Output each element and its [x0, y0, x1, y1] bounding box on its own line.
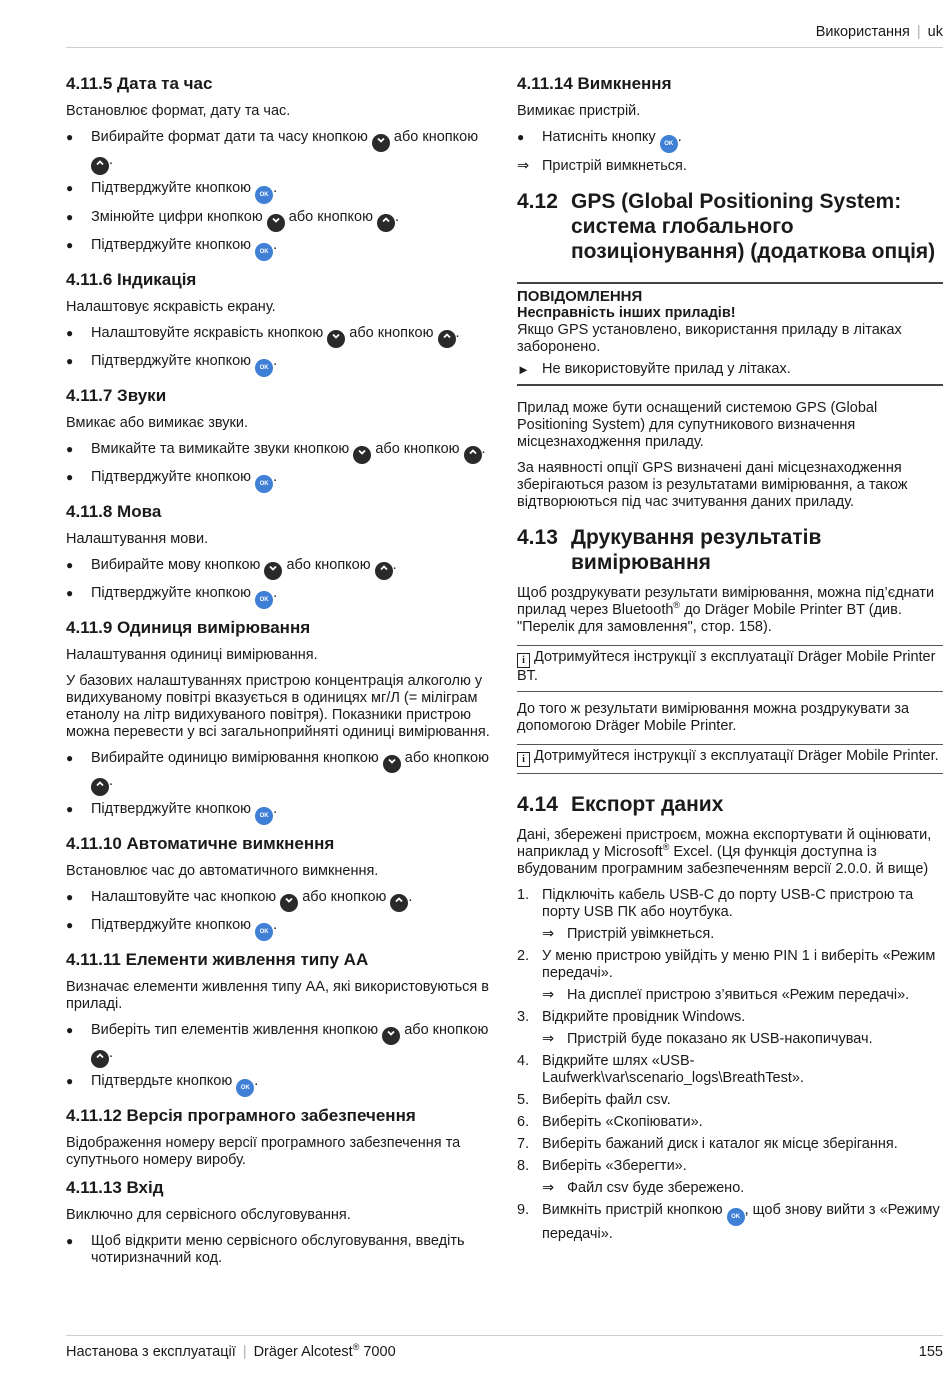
- result-line: ⇒ Пристрій увімкнеться.: [542, 926, 715, 942]
- ok-button-icon: OK: [255, 243, 273, 261]
- section-intro: Налаштування мови.: [66, 531, 209, 547]
- ok-button-icon: OK: [255, 807, 273, 825]
- bullet-list: [66, 441, 494, 493]
- action-arrow-icon: ►: [517, 362, 530, 377]
- section-intro: Визначає елементи живлення типу АА, які використовуються в приладі.: [66, 979, 489, 1012]
- list-item: ● Вибирайте одиницю вимірювання кнопкою або кнопкою .: [66, 750, 494, 796]
- list-item: 6. Виберіть «Скопіювати».: [517, 1114, 703, 1130]
- result-arrow-icon: ⇒: [542, 987, 555, 1003]
- list-item: 8. Виберіть «Зберегти». ⇒ Файл csv буде збережено.: [517, 1158, 943, 1197]
- list-item: ● Вибирайте формат дати та часу кнопкою або кнопкою .: [66, 129, 494, 175]
- list-item: ● Підтверджуйте кнопкою OK .: [66, 237, 494, 261]
- notice-action: ► Не використовуйте прилад у літаках.: [517, 361, 791, 377]
- up-button-icon: [91, 157, 109, 175]
- section-title: 4.11.10 Автоматичне вимкнення: [66, 834, 335, 853]
- list-item: 7. Виберіть бажаний диск і каталог як місце зберігання.: [517, 1136, 898, 1152]
- notice-text: Якщо GPS установлено, використання приладу в літаках заборонено.: [517, 322, 902, 355]
- list-item: ● Налаштовуйте час кнопкою або кнопкою .: [66, 889, 494, 912]
- ok-button-icon: OK: [255, 591, 273, 609]
- bullet-list: [66, 1022, 494, 1097]
- section-intro: Вимикає пристрій.: [517, 103, 641, 119]
- down-button-icon: [264, 562, 282, 580]
- section-title: 4.11.12 Версія програмного забезпечення: [66, 1106, 416, 1125]
- section-title: 4.11.7 Звуки: [66, 386, 167, 405]
- down-button-icon: [382, 1027, 400, 1045]
- bullet-list: [66, 889, 494, 941]
- page-header: Використання | uk: [66, 24, 943, 48]
- list-item: 4. Відкрийте шлях «USB-Laufwerk\var\scenario_logs\BreathTest».: [517, 1053, 804, 1086]
- chapter-title: 4.13 Друкування результатів вимірювання: [517, 526, 822, 574]
- section-intro: Виключно для сервісного обслуговування.: [66, 1207, 351, 1223]
- bullet-list: [66, 129, 494, 261]
- page-footer: Настанова з експлуатації | Dräger Alcotest® 7000 155: [66, 1335, 943, 1361]
- down-button-icon: [267, 214, 285, 232]
- notice-subtitle: Несправність інших приладів!: [517, 305, 736, 321]
- section-intro: Встановлює формат, дату та час.: [66, 103, 291, 119]
- list-item: ● Натисніть кнопку OK .: [517, 129, 943, 153]
- result-line: ⇒ Пристрій вимкнеться.: [517, 158, 687, 174]
- ok-button-icon: OK: [255, 186, 273, 204]
- footer-doc: Настанова з експлуатації: [66, 1344, 236, 1360]
- chapter-title: 4.14 Експорт даних: [517, 793, 724, 816]
- up-button-icon: [91, 1050, 109, 1068]
- list-item: ● Вмикайте та вимикайте звуки кнопкою або кнопкою .: [66, 441, 494, 464]
- ok-button-icon: OK: [236, 1079, 254, 1097]
- list-item: ● Щоб відкрити меню сервісного обслуговування, введіть чотиризначний код.: [66, 1233, 494, 1267]
- result-arrow-icon: ⇒: [542, 1031, 555, 1047]
- result-arrow-icon: ⇒: [542, 1180, 555, 1196]
- paragraph: За наявності опції GPS визначені дані місцезнаходження зберігаються разом із результатами вимірювання, а також відтворюються під час зчитування даних приладу.: [517, 460, 908, 510]
- left-column: [66, 74, 494, 1276]
- bullet-list: [66, 325, 494, 377]
- result-arrow-icon: ⇒: [542, 926, 555, 942]
- down-button-icon: [372, 134, 390, 152]
- up-button-icon: [464, 446, 482, 464]
- section-title: 4.11.8 Мова: [66, 502, 162, 521]
- list-item: 1. Підключіть кабель USB-C до порту USB-C пристрою та порту USB ПК або ноутбука. ⇒ Пристрій увімкнеться.: [517, 887, 943, 943]
- down-button-icon: [353, 446, 371, 464]
- notice-box: [517, 282, 943, 386]
- list-item: ● Вибирайте мову кнопкою або кнопкою .: [66, 557, 494, 580]
- list-item: 9. Вимкніть пристрій кнопкою OK , щоб знову вийти з «Режиму передачі».: [517, 1202, 940, 1242]
- paragraph: До того ж результати вимірювання можна роздрукувати за допомогою Dräger Mobile Printer.: [517, 701, 910, 734]
- section-intro: Налаштування одиниці вимірювання.: [66, 647, 318, 663]
- down-button-icon: [327, 330, 345, 348]
- header-lang: uk: [927, 24, 943, 40]
- list-item: ● Підтвердьте кнопкою OK .: [66, 1073, 494, 1097]
- list-item: ● Змінюйте цифри кнопкою або кнопкою .: [66, 209, 494, 232]
- notice-label: ПОВІДОМЛЕННЯ: [517, 288, 643, 305]
- info-box: i Дотримуйтеся інструкції з експлуатації Dräger Mobile Printer BT.: [517, 645, 943, 692]
- section-title: 4.11.9 Одиниця вимірювання: [66, 618, 311, 637]
- down-button-icon: [383, 755, 401, 773]
- page-number: 155: [918, 1344, 943, 1360]
- list-item: ● Підтверджуйте кнопкою OK .: [66, 469, 494, 493]
- ok-button-icon: OK: [255, 475, 273, 493]
- section-title: 4.11.6 Індикація: [66, 270, 197, 289]
- bullet-list: [66, 557, 494, 609]
- paragraph: Дані, збережені пристроєм, можна експортувати й оцінювати, наприклад у Microsoft® Excel. (Ця функція доступна із вбудованим програмним забезпеченням версії 2.0.0. й вище): [517, 827, 932, 877]
- list-item: 5. Виберіть файл csv.: [517, 1092, 671, 1108]
- chapter-title: 4.12 GPS (Global Positioning System: система глобального позиціонування) (додаткова опція): [517, 190, 936, 263]
- info-icon: i: [517, 653, 530, 668]
- footer-product: Dräger Alcotest® 7000: [253, 1342, 396, 1360]
- up-button-icon: [390, 894, 408, 912]
- list-item: 3. Відкрийте провідник Windows. ⇒ Пристрій буде показано як USB-накопичувач.: [517, 1009, 943, 1048]
- list-item: ● Підтверджуйте кнопкою OK .: [66, 353, 494, 377]
- down-button-icon: [280, 894, 298, 912]
- section-title: 4.11.11 Елементи живлення типу АА: [66, 950, 369, 969]
- paragraph: У базових налаштуваннях пристрою концентрація алкоголю у видихуваному повітрі вказується в одиницях мг/Л (= міліграм етанолу на літр видихуваного повітря). Показники пристрою можна перевести у всі загальноприйняті одиниці вимірювання.: [66, 673, 490, 740]
- list-item: ● Підтверджуйте кнопкою OK .: [66, 801, 494, 825]
- bullet-list: [66, 750, 494, 825]
- list-item: ● Підтверджуйте кнопкою OK .: [66, 917, 494, 941]
- list-item: ● Підтверджуйте кнопкою OK .: [66, 585, 494, 609]
- section-intro: Встановлює час до автоматичного вимкнення.: [66, 863, 379, 879]
- up-button-icon: [91, 778, 109, 796]
- list-item: 2. У меню пристрою увійдіть у меню PIN 1 і виберіть «Режим передачі». ⇒ На дисплеї пристрою з’явиться «Режим передачі».: [517, 948, 943, 1004]
- section-intro: Налаштовує яскравість екрану.: [66, 299, 276, 315]
- section-title: 4.11.14 Вимкнення: [517, 74, 672, 93]
- paragraph: Щоб роздрукувати результати вимірювання, можна під’єднати прилад через Bluetooth® до Dräger Mobile Printer BT (див. "Перелік для замовлення", стор. 158).: [517, 585, 935, 635]
- result-line: ⇒ Файл csv буде збережено.: [542, 1180, 745, 1196]
- list-item: ● Виберіть тип елементів живлення кнопкою або кнопкою .: [66, 1022, 494, 1068]
- info-box: i Дотримуйтеся інструкції з експлуатації Dräger Mobile Printer.: [517, 744, 943, 774]
- list-item: ● Підтверджуйте кнопкою OK .: [66, 180, 494, 204]
- result-line: ⇒ На дисплеї пристрою з’явиться «Режим передачі».: [542, 987, 910, 1003]
- list-item: ● Налаштовуйте яскравість кнопкою або кнопкою .: [66, 325, 494, 348]
- ok-button-icon: OK: [660, 135, 678, 153]
- up-button-icon: [375, 562, 393, 580]
- section-title: 4.11.13 Вхід: [66, 1178, 164, 1197]
- section-intro: Вмикає або вимикає звуки.: [66, 415, 248, 431]
- section-title: 4.11.5 Дата та час: [66, 74, 213, 93]
- up-button-icon: [377, 214, 395, 232]
- result-line: ⇒ Пристрій буде показано як USB-накопичувач.: [542, 1031, 873, 1047]
- info-icon: i: [517, 752, 530, 767]
- ok-button-icon: OK: [255, 923, 273, 941]
- section-intro: Відображення номеру версії програмного забезпечення та супутнього номеру виробу.: [66, 1135, 461, 1168]
- ok-button-icon: OK: [727, 1208, 745, 1226]
- right-column: [517, 74, 943, 1252]
- numbered-steps: [517, 887, 943, 1243]
- bullet-list: [66, 1233, 494, 1267]
- result-arrow-icon: ⇒: [517, 158, 530, 174]
- header-section: Використання: [815, 24, 910, 40]
- up-button-icon: [438, 330, 456, 348]
- ok-button-icon: OK: [255, 359, 273, 377]
- paragraph: Прилад може бути оснащений системою GPS (Global Positioning System) для супутникового визначення місцезнаходження приладу.: [517, 400, 878, 450]
- bullet-list: [517, 129, 943, 153]
